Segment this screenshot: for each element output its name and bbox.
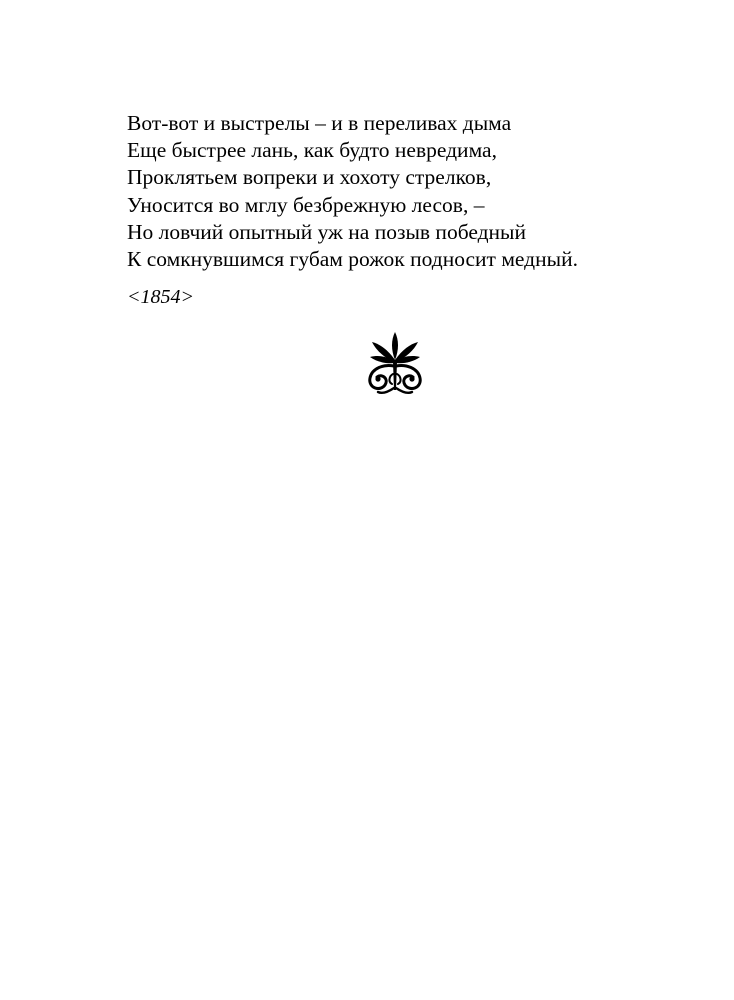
poem-line-3: Проклятьем вопреки и хохоту стрелков, bbox=[127, 165, 492, 190]
poem-date: <1854> bbox=[127, 286, 194, 309]
poem-line-4: Уносится во мглу безбрежную лесов, – bbox=[127, 192, 485, 217]
poem-line-2: Еще быстрее лань, как будто невредима, bbox=[127, 138, 497, 163]
poem-line-6: К сомкнувшимся губам рожок подносит медный. bbox=[127, 247, 578, 272]
poem-line-5: Но ловчий опытный уж на позыв победный bbox=[127, 219, 526, 244]
floral-ornament-icon bbox=[364, 330, 426, 396]
poem-stanza bbox=[127, 110, 687, 309]
poem-line-1: Вот-вот и выстрелы – и в переливах дыма bbox=[127, 111, 512, 135]
